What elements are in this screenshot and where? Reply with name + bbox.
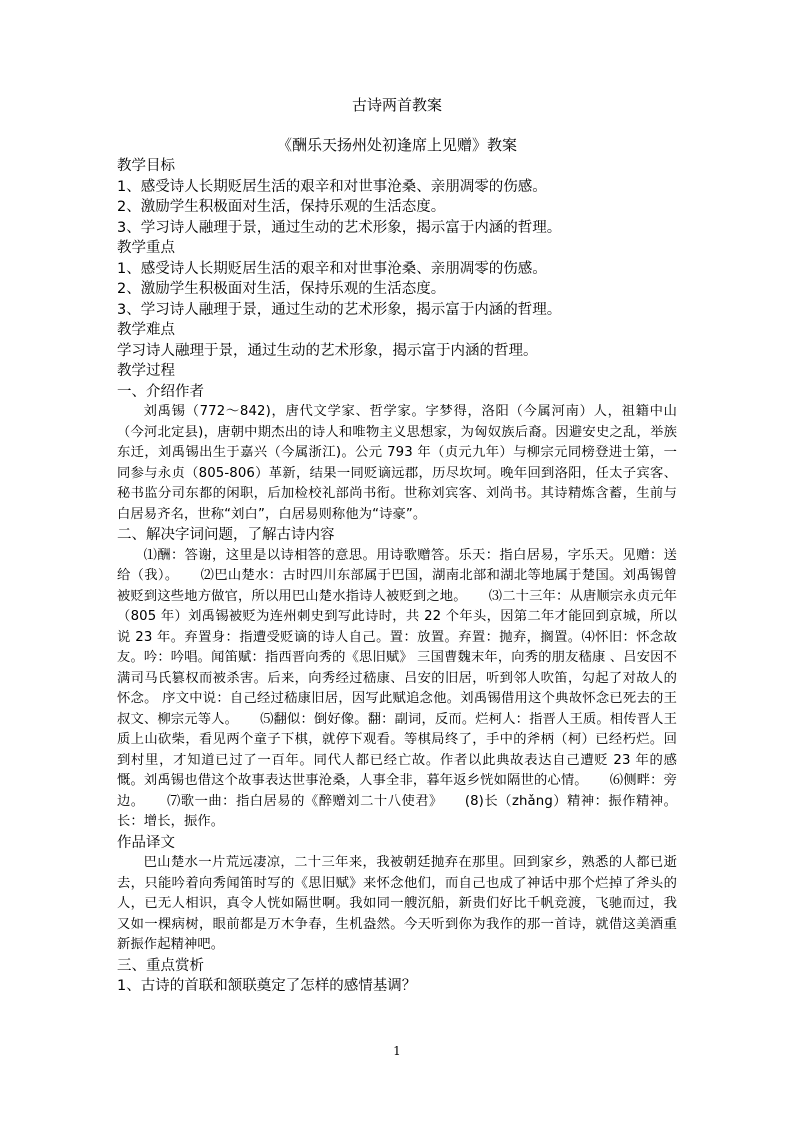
section-words-heading: 二、解决字词问题，了解古诗内容 xyxy=(117,527,335,543)
question-item: 1、古诗的首联和颔联奠定了怎样的感情基调？ xyxy=(117,978,417,994)
goal-item: 1、感受诗人长期贬居生活的艰辛和对世事沧桑、亲朋凋零的伤感。 xyxy=(117,178,547,195)
section-author-heading: 一、介绍作者 xyxy=(117,383,204,400)
goal-item: 2、激励学生积极面对生活，保持乐观的生活态度。 xyxy=(117,199,446,215)
page-number: 1 xyxy=(393,1044,401,1058)
focus-item: 2、激励学生积极面对生活，保持乐观的生活态度。 xyxy=(117,281,446,297)
word-note: ⑸翻似：倒好像。翻：副词，反而。烂柯人：指晋人王质。相传晋人王质上山砍柴，看见两个童子下棋，就停下观看。等棋局终了，手中的斧柄（柯）已经朽烂。回到村里，才知道已过了一百年。同代人都已经亡故。作者以此典故表达自己遭贬 23 年的感慨。刘禹锡也借这个故事表达世事沧桑，人事全非，暮年返乡恍如隔世的心情。 xyxy=(117,711,677,788)
difficulty-text: 学习诗人融理于景，通过生动的艺术形象，揭示富于内涵的哲理。 xyxy=(117,342,538,359)
difficulty-heading: 教学难点 xyxy=(117,322,175,338)
goals-heading: 教学目标 xyxy=(117,158,175,174)
translation-heading: 作品译文 xyxy=(117,834,175,851)
process-heading: 教学过程 xyxy=(117,363,175,379)
word-note: ⑴酬：答谢，这里是以诗相答的意思。用诗歌赠答。乐天：指白居易，字乐天。见赠：送给（我）。 xyxy=(117,547,677,583)
section-analysis-heading: 三、重点赏析 xyxy=(117,957,204,974)
word-note: ⑷怀旧：怀念故友。吟：吟唱。闻笛赋：指西晋向秀的《思旧赋》 三国曹魏末年，向秀的朋友嵇康 、吕安因不满司马氏篡权而被杀害。后来，向秀经过嵇康、吕安的旧居，听到邻人吹笛，勾起了对故人的怀念。 序文中说：自己经过嵇康旧居，因写此赋追念他。刘禹锡借用这个典故怀念已死去的王叔文、柳宗元等人。 xyxy=(117,629,677,727)
lesson-subtitle: 《酬乐天扬州处初逢席上见赠》教案 xyxy=(276,136,517,154)
word-note: ⑶二十三年：从唐顺宗永贞元年（805 年）刘禹锡被贬为连州刺史到写此诗时，共 22 个年头，因第二年才能回到京城，所以说 23 年。弃置身：指遭受贬谪的诗人自己。置：放置。弃置：抛弃，搁置。 xyxy=(117,588,677,645)
focus-heading: 教学重点 xyxy=(117,240,175,256)
word-note: ⑹侧畔：旁边。 xyxy=(117,773,678,809)
document-title: 古诗两首教案 xyxy=(351,96,442,114)
translation-paragraph: 巴山楚水一片荒远凄凉，二十三年来，我被朝廷抛弃在那里。回到家乡，熟悉的人都已逝去，只能吟着向秀闻笛时写的《思旧赋》来怀念他们，而自己也成了神话中那个烂掉了斧头的人，已无人相识，真令人恍如隔世啊。我如同一艘沉船，新贵们好比千帆竞渡，飞驰而过，我又如一棵病树，眼前都是万木争春，生机盎然。今天听到你为我作的那一首诗，就借这美酒重新振作起精神吧。 xyxy=(117,855,677,952)
focus-item: 3、学习诗人融理于景，通过生动的艺术形象，揭示富于内涵的哲理。 xyxy=(117,301,562,318)
goal-item: 3、学习诗人融理于景，通过生动的艺术形象，揭示富于内涵的哲理。 xyxy=(117,219,562,236)
word-note: (8)长（zhǎng）精神：振作精神。长：增长，振作。 xyxy=(117,793,677,829)
author-paragraph: 刘禹锡（772～842)，唐代文学家、哲学家。字梦得，洛阳（今属河南）人，祖籍中山（今河北定县)，唐朝中期杰出的诗人和唯物主义思想家，为匈奴族后裔。因避安史之乱，举族东迁，刘禹锡出生于嘉兴（今属浙江)。公元 793 年（贞元九年）与柳宗元同榜登进士第，一同参与永贞（805-806）革新，结果一同贬谪远郡，历尽坎坷。晚年回到洛阳，任太子宾客、秘书监分司东都的闲职，后加检校礼部尚书衔。世称刘宾客、刘尚书。其诗精炼含蓄，生前与白居易齐名，世称“刘白”，白居易则称他为“诗豪”。 xyxy=(117,404,677,522)
word-note: ⑺歌一曲：指白居易的《醉赠刘二十八使君》 xyxy=(166,793,443,809)
focus-item: 1、感受诗人长期贬居生活的艰辛和对世事沧桑、亲朋凋零的伤感。 xyxy=(117,260,547,277)
document-page xyxy=(117,94,677,997)
word-note: ⑵巴山楚水：古时四川东部属于巴国，湖南北部和湖北等地属于楚国。刘禹锡曾被贬到这些地方做官，所以用巴山楚水指诗人被贬到之地。 xyxy=(117,568,677,604)
word-notes-paragraph xyxy=(117,546,677,833)
